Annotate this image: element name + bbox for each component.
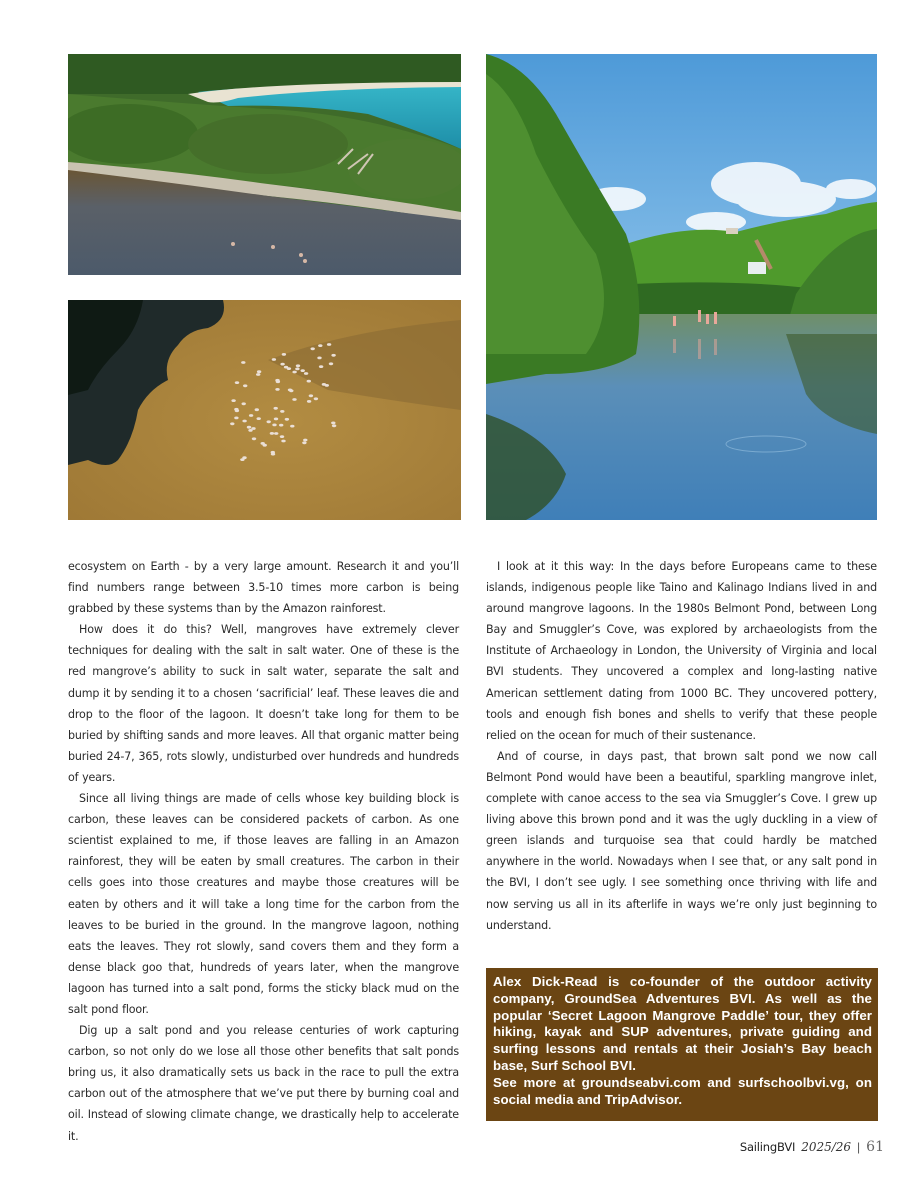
flamingo-dot	[288, 389, 292, 392]
flamingo-dot	[274, 418, 278, 421]
author-bio-links: See more at groundseabvi.com and surfschoolbvi.vg, on social media and TripAdvisor.	[493, 1074, 872, 1107]
flamingo-dot	[280, 435, 284, 438]
article-column-left	[68, 556, 459, 1147]
flamingo-dot	[263, 444, 267, 447]
photo-mangrove-shore	[68, 54, 461, 275]
flamingo-dot	[285, 418, 289, 421]
flamingo-dot	[311, 347, 315, 350]
flamingo-dot	[230, 422, 234, 425]
flamingo-dot	[292, 398, 296, 401]
page-footer	[740, 1139, 884, 1155]
flamingo-dot	[267, 420, 271, 423]
flamingo-dot	[314, 397, 318, 400]
article-paragraph: Dig up a salt pond and you release centuries of work capturing carbon, so not only do we lose all those other benefits that salt ponds bring us, it also dramatically sets us back in the race to pull the extra carbon out of the atmosphere that we’ve put there by burning coal and oil. Instead of slowing climate change, we drastically help to accelerate it.	[68, 1024, 459, 1143]
flamingo-dot	[322, 383, 326, 386]
flamingo-dot	[302, 441, 306, 444]
flamingo-dot	[295, 368, 299, 371]
flamingo-dot	[301, 369, 305, 372]
flamingo-dot	[319, 365, 323, 368]
article-paragraph: How does it do this? Well, mangroves have extremely clever techniques for dealing with the salt in salt water. One of these is the red mangrove’s ability to suck in salt water, separate the salt and dump it by sending it to a chosen ‘sacrificial’ leaf. These leaves die and drop to the floor of the lagoon. It doesn’t take long for them to be buried by shifting sands and more leaves. All that organic matter being buried 24-7, 365, rots slowly, undisturbed over hundreds and hundreds of years.	[68, 623, 459, 784]
flamingo-dot	[270, 432, 274, 435]
flamingo-dot	[307, 380, 311, 383]
flamingo-dot	[252, 437, 256, 440]
article-paragraph: Since all living things are made of cells whose key building block is carbon, these leaves can be considered packets of carbon. As one scientist explained to me, if those leaves are falling in an Amazon rainforest, they will be eaten by small creatures. The carbon in their cells goes into those creatures and maybe those creatures will be eaten by others and it will take a long time for the carbon from the leaves to be buried in the ground. In the mangrove lagoon, nothing eats the leaves. They rot slowly, sand covers them and they form a dense black goo that, hundreds of years later, when the mangrove lagoon has turned into a salt pond, forms the sticky black mud on the salt pond floor.	[68, 792, 459, 1016]
aerial-flamingos-image	[68, 300, 461, 520]
flamingo-dot	[281, 440, 285, 443]
article-paragraph: I look at it this way: In the days before Europeans came to these islands, indigenous people like Taino and Kalinago Indians lived in and around mangrove lagoons. In the 1980s Belmont Pond, between Long Bay and Smuggler’s Cove, was explored by archaeologists from the Institute of Archaeology in London, the University of Virginia and local BVI students. They uncovered a complex and long-lasting native American settlement dating from 1000 BC. They uncovered pottery, tools and enough fish bones and shells to verify that these people relied on the ocean for much of their sustenance.	[486, 560, 877, 742]
flamingo-dot	[272, 358, 276, 361]
flamingo-dot	[234, 417, 238, 420]
flamingo-dot	[309, 394, 313, 397]
flamingo-dot	[231, 399, 235, 402]
flamingo-dot	[318, 344, 322, 347]
flamingo-dot	[282, 353, 286, 356]
flamingo-dot	[257, 417, 261, 420]
flamingo-dot	[242, 420, 246, 423]
flamingo-dot	[247, 426, 251, 429]
photo-mangrove-lagoon	[486, 54, 877, 520]
flamingo-dot	[257, 370, 261, 373]
flamingo-dot	[284, 366, 288, 369]
flamingo-dot	[290, 425, 294, 428]
flamingo-dot	[304, 372, 308, 375]
flamingo-dot	[256, 373, 260, 376]
flamingo-dot	[275, 388, 279, 391]
flamingo-dot	[272, 424, 276, 427]
flamingo-dot	[317, 357, 321, 360]
flamingo-dot	[276, 380, 280, 383]
flamingo-dot	[255, 408, 259, 411]
flamingo-dot	[274, 407, 278, 410]
flamingo-dot	[332, 424, 336, 427]
article-column-right	[486, 556, 877, 936]
mangrove-shore-image	[68, 54, 461, 275]
author-bio-box	[486, 968, 878, 1121]
issue-label: 2025/26	[801, 1140, 852, 1154]
flamingo-dot	[271, 451, 275, 454]
flamingo-dot	[248, 429, 252, 432]
flamingo-dot	[242, 456, 246, 459]
flamingo-dot	[249, 414, 253, 417]
flamingo-dot	[235, 409, 239, 412]
article-paragraph: ecosystem on Earth - by a very large amount. Research it and you’ll find numbers range between 3.5-10 times more carbon is being grabbed by these systems than by the Amazon rainforest.	[68, 560, 459, 616]
flamingo-dot	[280, 410, 284, 413]
flamingo-dot	[292, 371, 296, 374]
mangrove-lagoon-image	[486, 54, 877, 520]
flamingo-dot	[279, 424, 283, 427]
flamingo-dot	[280, 363, 284, 366]
flamingo-dot	[274, 432, 278, 435]
flamingo-dot	[329, 362, 333, 365]
magazine-name: SailingBVI	[739, 1140, 796, 1154]
flamingo-dot	[296, 364, 300, 367]
page-number: 61	[866, 1139, 884, 1155]
flamingo-dot	[303, 439, 307, 442]
flamingo-dot	[331, 422, 335, 425]
flamingo-dot	[307, 400, 311, 403]
flamingo-dot	[241, 361, 245, 364]
author-bio-text: Alex Dick-Read is co-founder of the outdoor activity company, GroundSea Adventures BVI. As well as the popular ‘Secret Lagoon Mangrove Paddle’ tour, they offer hiking, kayak and SUP adventures, private guiding and surfing lessons and rentals at their Josiah’s Bay beach base, Surf School BVI.	[493, 974, 872, 1073]
article-paragraph: And of course, in days past, that brown salt pond we now call Belmont Pond would have been a beautiful, sparkling mangrove inlet, complete with canoe access to the sea via Smuggler’s Cove. I grew up living above this brown pond and it was the ugly duckling in a view of green islands and turquoise sea that could hardly be matched anywhere in the world. Nowadays when I see that, or any salt pond in the BVI, I don’t see ugly. I see something once thriving with life and now serving us all in its afterlife in ways we’re only just beginning to understand.	[486, 749, 877, 932]
flamingo-dot	[327, 343, 331, 346]
flamingo-dot	[235, 381, 239, 384]
flamingo-dot	[331, 354, 335, 357]
flamingo-dot	[242, 402, 246, 405]
folio-separator: |	[857, 1140, 861, 1154]
flamingo-dot	[243, 384, 247, 387]
photo-aerial-flamingos	[68, 300, 461, 520]
